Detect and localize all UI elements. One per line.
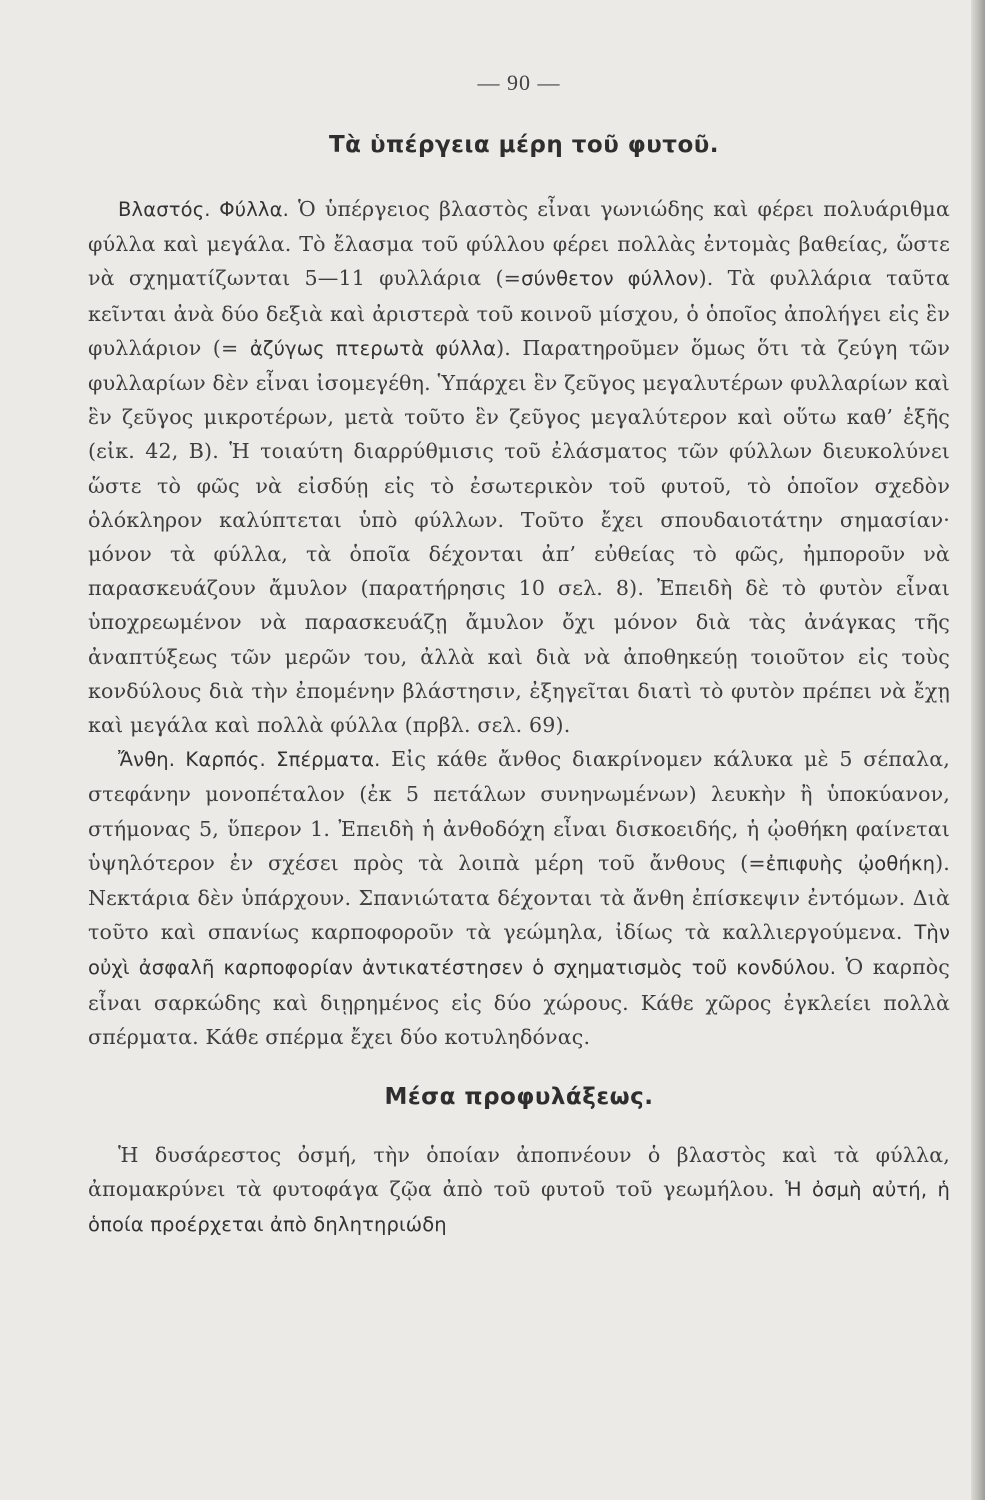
paragraph-protection [88, 1138, 950, 1243]
paragraph-text: ). Νεκτάρια δὲν ὑπάρχουν. Σπανιώτατα δέχονται τὰ ἄνθη ἐπίσκεψιν ἐντόμων. Διὰ τοῦτο καὶ σπανίως καρποφοροῦν τὰ γεώμηλα, ἰδίως τὰ καλλιεργούμενα. [88, 850, 951, 945]
term-tuber-statement: Τὴν οὐχὶ ἀσφαλῆ καρποφορίαν ἀντικατέστησεν ὁ σχηματισμὸς τοῦ κονδύλου. [88, 921, 950, 980]
paragraph-text: ). Τὰ φυλλάρια ταῦτα κεῖνται ἀνὰ δύο δεξιὰ καὶ ἀριστερὰ τοῦ κοινοῦ μίσχου, ὁ ὁποῖος ἀπολήγει εἰς ἓν φυλλάριον (= [88, 266, 950, 360]
paragraph-lead-stem-leaves: Βλαστός. Φύλλα. [118, 198, 289, 221]
paragraph-text: Ὁ ὑπέργειος βλαστὸς εἶναι γωνιώδης καὶ φέρει πολυάριθμα φύλλα καὶ μεγάλα. Τὸ ἔλασμα τοῦ φύλλου φέρει πολλὰς ἐντομὰς βαθείας, ὥστε νὰ σχηματίζωνται 5—11 φυλλάρια (= [88, 197, 950, 291]
paragraph-text: Εἰς κάθε ἄνθος διακρίνομεν κάλυκα μὲ 5 σέπαλα, στεφάνην μονοπέταλον (ἐκ 5 πετάλων συνηνωμένων) λευκὴν ἢ ὑποκύανον, στήμονας 5, ὕπερον 1. Ἐπειδὴ ἡ ἀνθοδόχη εἶναι δισκοειδής, ἡ ᾠοθήκη φαίνεται ὑψηλότερον ἐν σχέσει πρὸς τὰ λοιπὰ μέρη τοῦ ἄνθους (= [88, 747, 950, 875]
paragraph-lead-flowers-fruit-seeds: Ἄνθη. Καρπός. Σπέρματα. [118, 748, 381, 772]
paragraph-stem-leaves [88, 192, 950, 742]
section-heading-protection: Μέσα προφυλάξεως. [384, 1084, 654, 1111]
paragraph-text: ). Παρατηροῦμεν ὅμως ὅτι τὰ ζεύγη τῶν φυλλαρίων δὲν εἶναι ἰσομεγέθη. Ὑπάρχει ἓν ζεῦγος μεγαλυτέρων φυλλαρίων καὶ ἓν ζεῦγος μικροτέρων, μετὰ τοῦτο ἓν ζεῦγος μεγαλύτερον καὶ οὕτω καθ’ ἑξῆς (εἰκ. 42, Β). Ἡ τοιαύτη διαρρύθμισις τοῦ ἐλάσματος τῶν φύλλων διευκολύνει ὥστε τὸ φῶς νὰ εἰσδύῃ εἰς τὸ ἐσωτερικὸν τοῦ φυτοῦ, τὸ ὁποῖον σχεδὸν ὁλόκληρον καλύπτεται ὑπὸ φύλλων. Τοῦτο ἔχει σπουδαιοτάτην σημασίαν· μόνον τὰ φύλλα, τὰ ὁποῖα δέχονται ἀπ’ εὐθείας τὸ φῶς, ἠμποροῦν νὰ παρασκευάζουν ἄμυλον (παρατήρησις 10 σελ. 8). Ἐπειδὴ δὲ τὸ φυτὸν εἶναι ὑποχρεωμένον νὰ παρασκευάζῃ ἄμυλον ὄχι μόνον διὰ τὰς ἀνάγκας τῆς ἀναπτύξεως τῶν μερῶν του, ἀλλὰ καὶ διὰ νὰ ἀποθηκεύῃ τοιοῦτον εἰς τοὺς κονδύλους διὰ τὴν ἐπομένην βλάστησιν, ἐξηγεῖται διατὶ τὸ φυτὸν πρέπει νὰ ἔχῃ καὶ μεγάλα καὶ πολλὰ φύλλα (πρβλ. σελ. 69). [88, 335, 950, 738]
book-page [88, 70, 950, 1243]
term-compound-leaf: σύνθετον φύλλον [521, 267, 699, 291]
term-epigynous-ovary: ἐπιφυὴς ᾠοθήκη [765, 851, 936, 875]
paragraph-flowers-fruit-seeds [88, 742, 950, 1054]
paragraph-text: Ἡ δυσάρεστος ὀσμή, τὴν ὁποίαν ἀποπνέουν ὁ βλαστὸς καὶ τὰ φύλλα, ἀπομακρύνει τὰ φυτοφάγα ζῷα ἀπὸ τοῦ φυτοῦ τοῦ γεωμήλου. [88, 1143, 950, 1202]
page-number: — 90 — [477, 70, 561, 95]
paragraph-text: Ὁ καρπὸς εἶναι σαρκώδης καὶ διῃρημένος εἰς δύο χώρους. Κάθε χῶρος ἐγκλείει πολλὰ σπέρματα. Κάθε σπέρμα ἔχει δύο κοτυληδόνας. [88, 955, 950, 1049]
term-odor-statement: Ἡ ὀσμὴ αὐτή, ἡ ὁποία προέρχεται ἀπὸ δηλητηριώδη [88, 1178, 951, 1237]
section-heading-aerial-parts: Τὰ ὑπέργεια μέρη τοῦ φυτοῦ. [328, 132, 720, 158]
page-edge-shadow [971, 0, 985, 1500]
term-pinnate-leaves: ἀζύγως πτερωτὰ φύλλα [249, 336, 497, 360]
